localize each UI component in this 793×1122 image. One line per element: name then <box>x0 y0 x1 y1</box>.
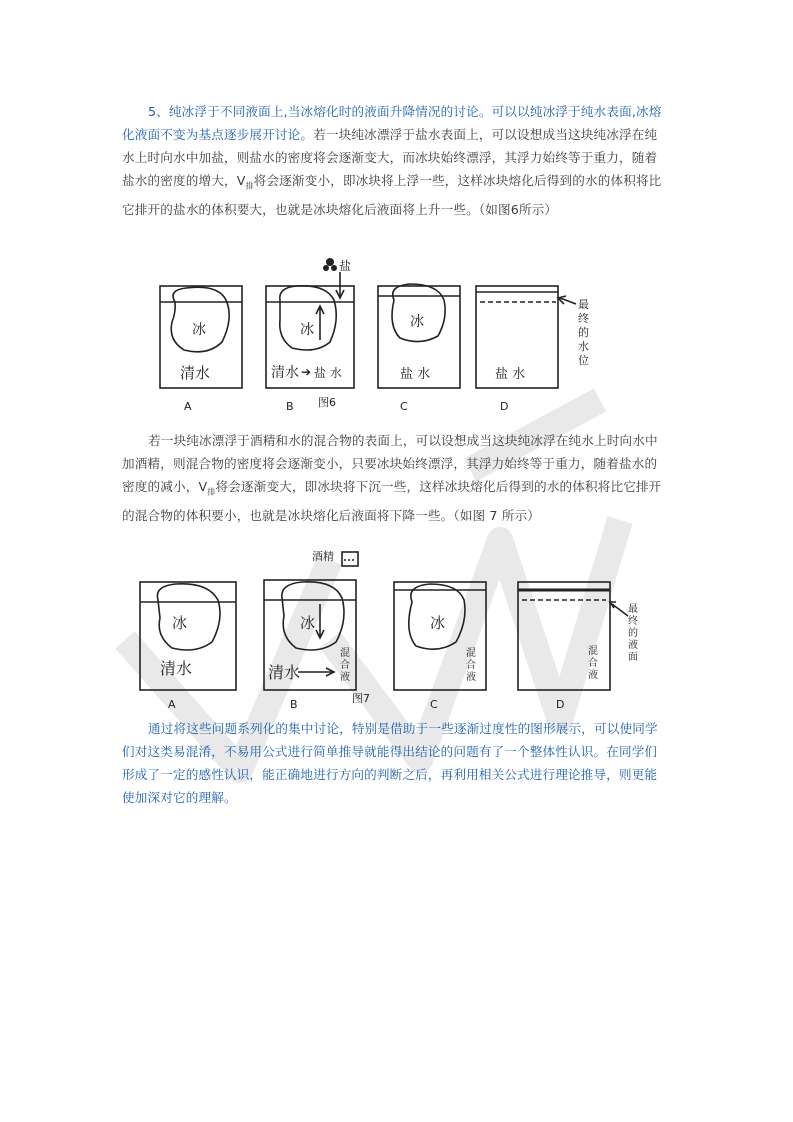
fig6-liquid-b-left: 清水 <box>271 365 299 381</box>
svg-text:混: 混 <box>588 646 598 657</box>
fig6-ice-b: 冰 <box>300 322 314 338</box>
paragraph-1-body-b: 将会逐渐变小，即冰块将上浮一些，这样冰块熔化后得到的水的体积将比它排开的盐水的体积要大，也就是冰块熔化后液面将上升一些。（如图6所示） <box>122 173 662 217</box>
ice-block-a <box>157 584 220 650</box>
svg-text:最: 最 <box>628 604 638 615</box>
svg-text:混: 混 <box>340 648 350 659</box>
fig7-liquid-b-left: 清水 <box>268 663 301 682</box>
svg-text:终: 终 <box>578 312 589 325</box>
paragraph-2-body-b: 将会逐渐变大，即冰块将下沉一些，这样冰块熔化后得到的水的体积将比它排开的混合物的体积要小，也就是冰块熔化后液面将下降一些。（如图 7 所示） <box>122 479 662 523</box>
fig7-caption: 图7 <box>352 692 370 705</box>
fig7-letter-c: C <box>430 698 438 711</box>
fig7-letter-b: B <box>290 698 298 711</box>
fig6-add-label: 盐 <box>339 259 352 273</box>
fig6-letter-a: A <box>184 400 192 413</box>
fig7-ice-a: 冰 <box>172 614 188 632</box>
fig6-ice-a: 冰 <box>192 322 206 338</box>
fig6-letter-d: D <box>500 400 509 413</box>
fig6-letter-b: B <box>286 400 294 413</box>
fig7-liquid-c <box>466 647 476 683</box>
svg-text:混: 混 <box>466 648 476 659</box>
fig7-ice-c: 冰 <box>430 614 446 632</box>
fig7-side-note <box>628 603 638 663</box>
svg-text:合: 合 <box>588 658 598 669</box>
fig7-ice-b: 冰 <box>300 614 316 632</box>
svg-text:位: 位 <box>578 354 589 367</box>
paragraph-1-body-a: 若一块纯冰漂浮于盐水表面上，可以设想成当这块纯冰浮在纯水上时向水中加盐，则盐水的密度将会逐渐变大，而冰块始终漂浮，其浮力始终等于重力，随着盐水的密度的增大，V <box>122 127 658 188</box>
svg-text:液: 液 <box>340 672 350 683</box>
paragraph-3-body: 通过将这些问题系列化的集中讨论，特别是借助于一些逐渐过度性的图形展示，可以使同学们对这类易混淆，不易用公式进行简单推导就能得出结论的问题有了一个整体性认识。在同学们形成了一定的感性认识，能正确地进行方向的判断之后，再利用相关公式进行理论推导，则更能使加深对它的理解。 <box>122 721 658 805</box>
subscript: 排 <box>207 487 216 497</box>
svg-text:终: 终 <box>628 616 638 627</box>
fig6-liquid-c: 盐 水 <box>400 367 431 382</box>
fig6-liquid-b-right: 盐 水 <box>314 366 342 380</box>
fig7-liquid-a: 清水 <box>160 659 193 678</box>
svg-text:最: 最 <box>578 298 589 311</box>
paragraph-3 <box>122 717 667 809</box>
svg-text:液: 液 <box>628 640 638 651</box>
fig6-caption: 图6 <box>318 396 336 409</box>
fig6-arrow-b: ➔ <box>301 365 312 379</box>
paragraph-1-heading: 5、纯冰浮于不同液面上,当冰熔化时的液面升降情况的讨论。可以以纯冰浮于纯水表面,冰熔化液面不变为基点逐步展开讨论。 <box>122 104 662 142</box>
svg-text:液: 液 <box>466 672 476 683</box>
fig6-liquid-a: 清水 <box>180 364 211 382</box>
subscript: 排 <box>245 181 254 191</box>
fig6-liquid-d: 盐 水 <box>495 367 526 382</box>
fig7-liquid-b-right <box>340 647 350 683</box>
svg-text:水: 水 <box>578 340 589 353</box>
svg-text:合: 合 <box>340 660 350 671</box>
svg-text:合: 合 <box>466 660 476 671</box>
svg-text:的: 的 <box>578 326 589 339</box>
paragraph-2-body-a: 若一块纯冰漂浮于酒精和水的混合物的表面上，可以设想成当这块纯冰浮在纯水上时向水中加酒精，则混合物的密度将会逐渐变小，只要冰块始终漂浮，其浮力始终等于重力，随着盐水的密度的减小，V <box>122 433 658 494</box>
fig7-letter-a: A <box>168 698 176 711</box>
svg-text:液: 液 <box>588 670 598 681</box>
svg-text:的: 的 <box>628 628 638 639</box>
fig6-letter-c: C <box>400 400 408 413</box>
svg-text:面: 面 <box>628 652 638 663</box>
fig7-add-label: 酒精 <box>312 550 334 563</box>
fig7-liquid-d <box>588 645 598 681</box>
fig6-ice-c: 冰 <box>410 314 424 330</box>
alcohol-cup-icon <box>342 552 358 566</box>
fig7-letter-d: D <box>556 698 565 711</box>
